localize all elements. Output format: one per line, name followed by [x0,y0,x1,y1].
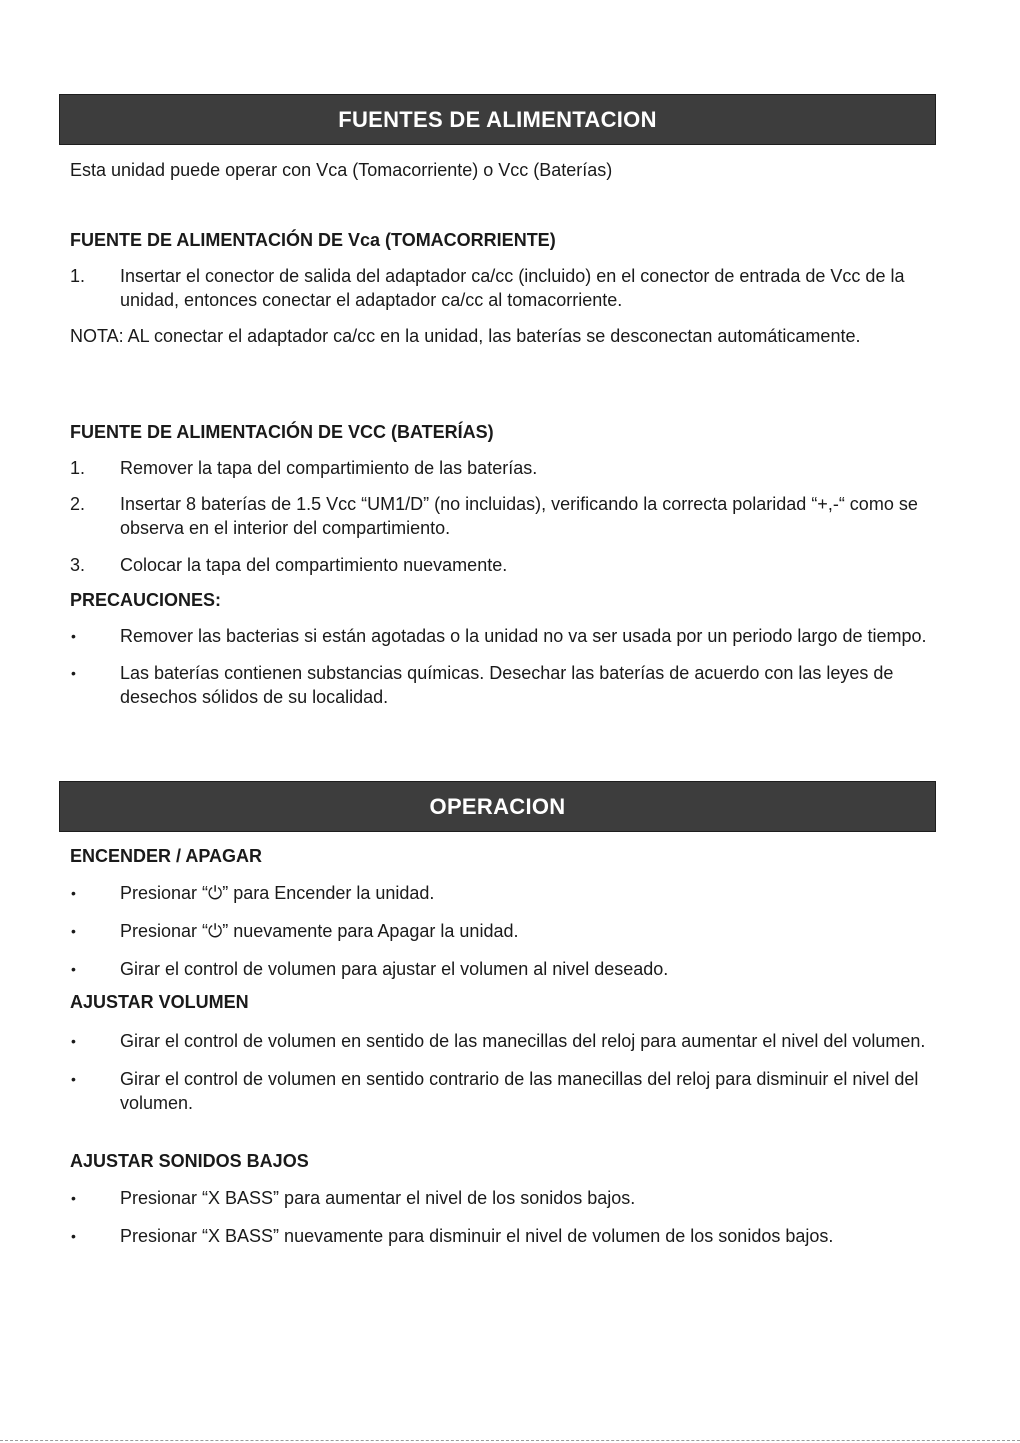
list-item [70,492,940,540]
list-marker: 3. [70,555,86,575]
list-item [70,624,940,648]
dc-power-heading: FUENTE DE ALIMENTACIÓN DE VCC (BATERÍAS) [70,422,494,442]
section-banner-operation [59,781,936,832]
bullet-marker: • [71,665,76,681]
bullet-marker: • [71,885,76,901]
list-item [70,1029,940,1053]
list-item-text: Presionar “X BASS” para aumentar el nivel de los sonidos bajos. [120,1188,636,1208]
bullet-marker: • [71,1228,76,1244]
bass-block [70,1149,940,1248]
bullet-marker: • [71,961,76,977]
list-item [70,1186,940,1210]
section-banner-title: FUENTES DE ALIMENTACION [338,106,657,132]
list-item-text: Las baterías contienen substancias químicas. Desechar las baterías de acuerdo con las leyes de desechos sólidos de su localidad. [120,663,894,707]
list-marker: 1. [70,458,86,478]
list-item [70,1224,940,1248]
bass-heading: AJUSTAR SONIDOS BAJOS [70,1151,309,1171]
list-item-text: Insertar el conector de salida del adaptador ca/cc (incluido) en el conector de entrada de Vcc de la unidad, entonces conectar el adaptador ca/cc al tomacorriente. [120,266,905,310]
section-banner-title: OPERACION [429,793,566,819]
bullet-marker: • [71,1190,76,1206]
bullet-marker: • [71,1071,76,1087]
list-item [70,456,940,480]
precautions-heading: PRECAUCIONES: [70,590,222,610]
list-item [70,957,940,981]
list-item-text: Remover la tapa del compartimiento de las baterías. [120,458,538,478]
list-item [70,881,940,905]
precautions-block [70,588,940,709]
intro-block [70,158,940,182]
list-item-text: Presionar “⏻” nuevamente para Apagar la unidad. [120,921,519,941]
intro-text: Esta unidad puede operar con Vca (Tomacorriente) o Vcc (Baterías) [70,160,613,180]
list-item [70,1067,940,1115]
list-item-text: Colocar la tapa del compartimiento nuevamente. [120,555,508,575]
list-item-text: Remover las bacterias si están agotadas o la unidad no va ser usada por un periodo largo de tiempo. [120,626,927,646]
list-item-text: Girar el control de volumen en sentido de las manecillas del reloj para aumentar el nivel del volumen. [120,1031,926,1051]
list-marker: 1. [70,266,86,286]
dc-power-block [70,420,940,577]
section-banner-power-sources [59,94,936,145]
list-item-text: Presionar “X BASS” nuevamente para disminuir el nivel de volumen de los sonidos bajos. [120,1226,834,1246]
list-item-text: Insertar 8 baterías de 1.5 Vcc “UM1/D” (no incluidas), verificando la correcta polaridad “+,-“ como se observa en el interior del compartimiento. [120,494,918,538]
list-item [70,264,940,312]
list-item [70,553,940,577]
list-item-text: Girar el control de volumen en sentido contrario de las manecillas del reloj para disminuir el nivel del volumen. [120,1069,919,1113]
page-bottom-rule [0,1440,1020,1441]
list-item [70,919,940,943]
ac-power-block [70,228,940,348]
list-marker: 2. [70,494,86,514]
bullet-marker: • [71,628,76,644]
ac-note: NOTA: AL conectar el adaptador ca/cc en la unidad, las baterías se desconectan automáticamente. [70,326,861,346]
bullet-marker: • [71,1033,76,1049]
power-heading: ENCENDER / APAGAR [70,846,263,866]
ac-power-heading: FUENTE DE ALIMENTACIÓN DE Vca (TOMACORRIENTE) [70,230,556,250]
list-item-text: Girar el control de volumen para ajustar el volumen al nivel deseado. [120,959,669,979]
list-item [70,661,940,709]
bullet-marker: • [71,923,76,939]
power-block [70,844,940,981]
volume-heading: AJUSTAR VOLUMEN [70,992,249,1012]
volume-block [70,990,940,1115]
list-item-text: Presionar “⏻” para Encender la unidad. [120,883,435,903]
